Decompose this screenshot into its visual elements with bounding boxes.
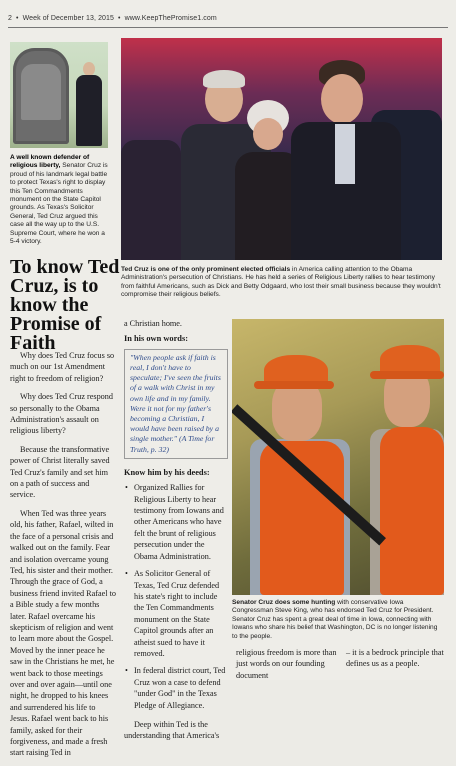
prayer-photo <box>121 38 442 260</box>
small-photo-caption <box>10 154 108 246</box>
ten-commandments-photo <box>10 42 108 148</box>
website: www.KeepThePromise1.com <box>124 15 217 22</box>
issue-date: Week of December 13, 2015 <box>22 15 115 22</box>
caption-text: Senator Cruz is proud of his landmark legal battle to protect Texas's right to display this Ten Commandments monument on the State Capitol grounds. As Texas's Solicitor General, Ted Cruz argued this case all the way up to the U.S. Supreme Court, where he won a 5-4 victory. <box>10 162 108 246</box>
continued-text-right: – it is a bedrock principle that defines us as a people. <box>346 648 444 669</box>
list-item: • As Solicitor General of Texas, Ted Cruz defended his state's right to include the Ten Commandments monument on the State Capitol grounds after an atheist sued to have it removed. <box>124 568 228 659</box>
header-rule <box>8 27 448 28</box>
list-item: • Organized Rallies for Religious Liberty to hear testimony from Iowans and other Americans who have felt the brunt of religious persecution under the Obama Administration. <box>124 482 228 562</box>
prayer-photo-caption <box>121 266 443 300</box>
quote-box: "When people ask if faith is real, I don't have to speculate; I've seen the fruits of a walk with Christ in my own life and in my family. Were it not for my father's becoming a Christian, I would have been raised by a single mother." (A Time for Truth, p. 32) <box>124 349 228 459</box>
continued-text-left: religious freedom is more than just words on our founding document <box>236 648 337 680</box>
page-header: 2 • Week of December 13, 2015 • www.KeepThePromise1.com <box>8 15 217 22</box>
continuation-text: a Christian home. <box>124 319 182 328</box>
caption-lead: Senator Cruz does some hunting <box>232 599 336 606</box>
caption-lead: Ted Cruz is one of the only prominent elected officials <box>121 266 291 273</box>
hunting-photo <box>232 319 444 595</box>
article-headline: To know Ted Cruz, is to know the Promise of Faith <box>10 256 120 354</box>
list-item: • In federal district court, Ted Cruz won a case to defend "under God" in the Texas Pledge of Allegiance. <box>124 665 228 711</box>
caption-lead: A well known defender of religious liberty, <box>10 154 90 170</box>
page-number: 2 <box>8 15 12 22</box>
deeds-heading: Know him by his deeds: <box>124 467 210 477</box>
caption-text: in America calling attention to the Obama Administration's persecution of Christians. He has held a series of Religious Liberty rallies to hear testimony from faithful Americans, such as Dick and Betty Odgaard, who lost their small business because they wouldn't compromise their religious beliefs. <box>121 266 441 299</box>
deeds-list <box>124 482 228 711</box>
paragraph: Why does Ted Cruz respond so personally to the Obama Administration's assault on religious liberty? <box>10 392 113 436</box>
own-words-heading: In his own words: <box>124 334 188 344</box>
paragraph: Why does Ted Cruz focus so much on our 1st Amendment right to freedom of religion? <box>10 351 115 383</box>
person-figure <box>76 62 102 146</box>
closing-paragraph: Deep within Ted is the understanding that America's <box>124 719 220 741</box>
middle-column <box>124 318 228 748</box>
hunting-photo-caption <box>232 599 444 641</box>
paragraph: When Ted was three years old, his father, Rafael, wilted in the face of a personal crisis and walked out on the family. Fear and isolation overcame young Ted, his sister and their mother. Through the grace of God, a business friend invited Rafael to a Bible study a few months later. Rafael overcame his skepticism of religion and went to learn more about the Gospel. Moved by the inner peace he saw in the Christians he met, he went back to those meetings over and over again—until one night, he dropped to his knees and surrendered his life to Jesus. Rafael went back to his family, asked for their forgiveness, and made a fresh start raising Ted in <box>10 508 116 758</box>
monument-shape <box>13 48 69 144</box>
left-column <box>10 350 116 766</box>
caption-text: with conservative Iowa Congressman Steve King, who has endorsed Ted Cruz for President. Senator Cruz has spent a great deal of time in Iowa, connecting with Iowans who share his belief that Washington, DC is no longer listening to the people. <box>232 599 438 640</box>
paragraph: Because the transformative power of Christ literally saved Ted Cruz's family and set him on a path of success and service. <box>10 444 110 500</box>
